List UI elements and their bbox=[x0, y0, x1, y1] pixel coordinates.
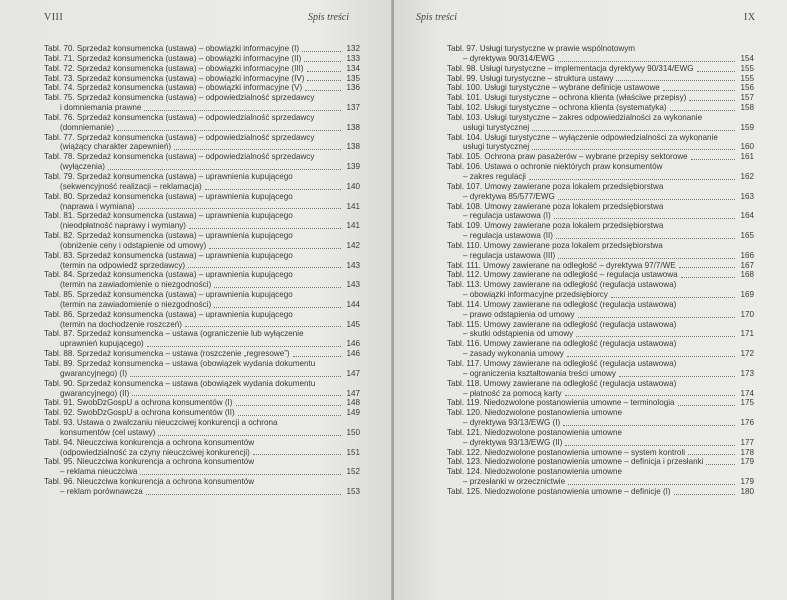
toc-entry bbox=[447, 103, 754, 113]
toc-entry-title: Tabl. 101. Usługi turystyczne – ochrona klienta (właściwe przepisy) bbox=[447, 93, 687, 103]
toc-entry-title-continued: usługi turystycznej bbox=[463, 122, 530, 132]
toc-leader-dots bbox=[138, 208, 341, 209]
toc-leader-dots bbox=[558, 61, 735, 62]
toc-leader-dots bbox=[616, 80, 735, 81]
left-running-title: Spis treści bbox=[308, 12, 350, 23]
toc-entry-title: Tabl. 103. Usługi turystyczne – zakres odpowiedzialności za wykonanie bbox=[447, 112, 703, 122]
toc-leader-dots bbox=[567, 356, 735, 357]
toc-entry-title-continued: – zasady wykonania umowy bbox=[463, 349, 564, 359]
toc-entry bbox=[44, 349, 360, 359]
toc-entry-title: Tabl. 75. Sprzedaż konsumencka (ustawa) – odpowiedzialność sprzedawcy bbox=[44, 93, 315, 103]
toc-entry bbox=[447, 133, 754, 153]
toc-entry bbox=[44, 44, 360, 54]
toc-page-number: 138 bbox=[346, 122, 360, 132]
toc-entry-title: Tabl. 102. Usługi turystyczne – ochrona klienta (systematyka) bbox=[447, 103, 667, 113]
toc-leader-dots bbox=[307, 80, 341, 81]
left-page-number: VIII bbox=[44, 12, 64, 23]
toc-entry-title: Tabl. 82. Sprzedaż konsumencka (ustawa) – uprawnienia kupującego bbox=[44, 231, 293, 241]
toc-entry-title-continued: uprawnień kupującego) bbox=[60, 339, 144, 349]
toc-leader-dots bbox=[568, 484, 735, 485]
toc-leader-dots bbox=[214, 287, 341, 288]
toc-entry-title: Tabl. 93. Ustawa o zwalczaniu nieuczciwej konkurencji a ochrona bbox=[44, 418, 278, 428]
toc-entry-title: Tabl. 109. Umowy zawierane poza lokalem przedsiębiorstwa bbox=[447, 221, 664, 231]
toc-entry bbox=[44, 192, 360, 212]
toc-entry-title-continued: – reklama nieuczciwa bbox=[60, 467, 138, 477]
toc-page-number: 158 bbox=[740, 103, 754, 113]
toc-entry-title-continued: (naprawa i wymiana) bbox=[60, 201, 135, 211]
toc-entry-title: Tabl. 78. Sprzedaż konsumencka (ustawa) – odpowiedzialność sprzedawcy bbox=[44, 152, 315, 162]
left-page bbox=[0, 0, 392, 600]
toc-entry-title: Tabl. 104. Usługi turystyczne – wyłączenie odpowiedzialności za wykonanie bbox=[447, 132, 718, 142]
toc-entry-title: Tabl. 76. Sprzedaż konsumencka (ustawa) – odpowiedzialność sprzedawcy bbox=[44, 112, 315, 122]
toc-entry-title-continued: – regulacja ustawowa (I) bbox=[463, 211, 551, 221]
toc-page-number: 176 bbox=[740, 418, 754, 428]
toc-entry bbox=[44, 251, 360, 271]
toc-entry bbox=[44, 408, 360, 418]
toc-page-number: 133 bbox=[346, 53, 360, 63]
toc-page-number: 168 bbox=[740, 270, 754, 280]
toc-leader-dots bbox=[158, 435, 341, 436]
toc-entry-title-continued: (termin na zawiadomienie o niezgodności) bbox=[60, 280, 212, 290]
toc-page-number: 146 bbox=[346, 339, 360, 349]
toc-page-number: 149 bbox=[346, 408, 360, 418]
toc-entry-title: Tabl. 70. Sprzedaż konsumencka (ustawa) – obowiązki informacyjne (I) bbox=[44, 44, 300, 53]
toc-page-number: 156 bbox=[740, 83, 754, 93]
toc-entry bbox=[447, 300, 754, 320]
toc-entry bbox=[447, 379, 754, 399]
toc-entry bbox=[447, 320, 754, 340]
toc-page-number: 177 bbox=[740, 437, 754, 447]
toc-entry-title: Tabl. 105. Ochrona praw pasażerów – wybrane przepisy sektorowe bbox=[447, 152, 688, 162]
toc-entry bbox=[44, 54, 360, 64]
toc-entry-title: Tabl. 97. Usługi turystyczne w prawie wspólnotowym bbox=[447, 44, 636, 53]
toc-entry-title: Tabl. 90. Sprzedaż konsumencka – ustawa (obowiązek wydania dokumentu bbox=[44, 378, 316, 388]
toc-page-number: 157 bbox=[740, 93, 754, 103]
toc-entry-title: Tabl. 100. Usługi turystyczne – wybrane definicje ustawowe bbox=[447, 83, 660, 93]
toc-page-number: 138 bbox=[346, 142, 360, 152]
toc-leader-dots bbox=[140, 474, 341, 475]
toc-entry-title: Tabl. 124. Niedozwolone postanowienia umowne bbox=[447, 467, 623, 477]
toc-entry bbox=[44, 231, 360, 251]
toc-page-number: 164 bbox=[740, 211, 754, 221]
toc-entry-title-continued: (termin na dochodzenie roszczeń) bbox=[60, 319, 182, 329]
toc-entry bbox=[447, 93, 754, 103]
toc-entry-title: Tabl. 87. Sprzedaż konsumencka – ustawa (ograniczenie lub wyłączenie bbox=[44, 329, 304, 339]
toc-leader-dots bbox=[174, 149, 341, 150]
toc-entry-title-continued: – regulacja ustawowa (II) bbox=[463, 231, 553, 241]
toc-entry bbox=[44, 152, 360, 172]
toc-page-number: 150 bbox=[346, 427, 360, 437]
toc-page-number: 140 bbox=[346, 181, 360, 191]
toc-entry-title: Tabl. 84. Sprzedaż konsumencka (ustawa) – uprawnienia kupującego bbox=[44, 270, 293, 280]
toc-entry-title: Tabl. 119. Niedozwolone postanowienia umowne – terminologia bbox=[447, 398, 675, 408]
toc-page-number: 144 bbox=[346, 299, 360, 309]
toc-page-number: 155 bbox=[740, 73, 754, 83]
toc-entry-title-continued: – płatność za pomocą karty bbox=[463, 388, 562, 398]
toc-page-number: 179 bbox=[740, 457, 754, 467]
toc-leader-dots bbox=[117, 130, 341, 131]
toc-leader-dots bbox=[578, 317, 735, 318]
toc-leader-dots bbox=[691, 159, 735, 160]
toc-entry-title: Tabl. 125. Niedozwolone postanowienia umowne – definicje (I) bbox=[447, 486, 671, 496]
toc-page-number: 134 bbox=[346, 63, 360, 73]
toc-entry-title-continued: – dyrektywa 93/13/EWG (I) bbox=[463, 418, 561, 428]
toc-leader-dots bbox=[532, 130, 735, 131]
toc-entry-title-continued: (nieodpłatność naprawy i wymiany) bbox=[60, 221, 186, 231]
toc-leader-dots bbox=[214, 307, 341, 308]
toc-entry bbox=[447, 44, 754, 64]
toc-entry-title: Tabl. 77. Sprzedaż konsumencka (ustawa) – odpowiedzialność sprzedawcy bbox=[44, 132, 315, 142]
toc-leader-dots bbox=[146, 494, 341, 495]
toc-entry bbox=[447, 408, 754, 428]
toc-entry-title-continued: – reklam porównawcza bbox=[60, 486, 143, 496]
toc-entry-title: Tabl. 111. Umowy zawierane na odległość – dyrektywa 97/7/WE bbox=[447, 260, 676, 270]
toc-entry-title: Tabl. 113. Umowy zawierane na odległość (regulacja ustawowa) bbox=[447, 280, 677, 290]
toc-page-number: 153 bbox=[346, 486, 360, 496]
toc-entry-title: Tabl. 118. Umowy zawierane na odległość (regulacja ustawowa) bbox=[447, 378, 677, 388]
toc-page-number: 180 bbox=[740, 486, 754, 496]
toc-entry bbox=[447, 457, 754, 467]
right-page bbox=[394, 0, 787, 600]
toc-page-number: 154 bbox=[740, 53, 754, 63]
toc-page-number: 152 bbox=[346, 467, 360, 477]
toc-entry bbox=[44, 438, 360, 458]
toc-entry-title: Tabl. 121. Niedozwolone postanowienia umowne bbox=[447, 427, 623, 437]
toc-entry bbox=[447, 280, 754, 300]
toc-entry bbox=[44, 83, 360, 93]
toc-page-number: 143 bbox=[346, 280, 360, 290]
toc-page-number: 166 bbox=[740, 250, 754, 260]
toc-leader-dots bbox=[209, 248, 341, 249]
toc-entry-title-continued: i domniemania prawne bbox=[60, 103, 142, 113]
toc-page-number: 155 bbox=[740, 63, 754, 73]
toc-page-number: 162 bbox=[740, 171, 754, 181]
toc-entry-title: Tabl. 116. Umowy zawierane na odległość (regulacja ustawowa) bbox=[447, 339, 677, 349]
toc-entry-title: Tabl. 114. Umowy zawierane na odległość (regulacja ustawowa) bbox=[447, 299, 677, 309]
toc-leader-dots bbox=[144, 110, 341, 111]
toc-page-number: 141 bbox=[346, 221, 360, 231]
toc-leader-dots bbox=[205, 189, 341, 190]
toc-leader-dots bbox=[619, 376, 735, 377]
toc-entry-title: Tabl. 80. Sprzedaż konsumencka (ustawa) – uprawnienia kupującego bbox=[44, 191, 293, 201]
toc-entry bbox=[44, 172, 360, 192]
toc-leader-dots bbox=[681, 277, 735, 278]
toc-entry-title-continued: – ograniczenia kształtowania treści umowy bbox=[463, 368, 616, 378]
toc-leader-dots bbox=[565, 445, 735, 446]
toc-entry-title-continued: konsumentów (cel ustawy) bbox=[60, 427, 156, 437]
toc-leader-dots bbox=[108, 169, 341, 170]
toc-entry-title-continued: gwarancyjnego) (II) bbox=[60, 388, 130, 398]
toc-entry-title-continued: (wiążący charakter zapewnień) bbox=[60, 142, 172, 152]
toc-leader-dots bbox=[238, 415, 341, 416]
toc-page-number: 137 bbox=[346, 103, 360, 113]
toc-leader-dots bbox=[188, 267, 341, 268]
toc-entry bbox=[447, 83, 754, 93]
toc-entry-title-continued: (termin na zawiadomienie o niezgodności) bbox=[60, 299, 212, 309]
toc-entry-title: Tabl. 88. Sprzedaż konsumencka – ustawa (roszczenie „regresowe”) bbox=[44, 349, 290, 359]
toc-entry-title: Tabl. 92. SwobDzGospU a ochrona konsumentów (II) bbox=[44, 408, 235, 418]
toc-leader-dots bbox=[558, 258, 735, 259]
toc-entry-title: Tabl. 74. Sprzedaż konsumencka (ustawa) – obowiązki informacyjne (V) bbox=[44, 83, 303, 93]
toc-entry-title: Tabl. 71. Sprzedaż konsumencka (ustawa) – obowiązki informacyjne (II) bbox=[44, 53, 302, 63]
toc-leader-dots bbox=[565, 395, 735, 396]
toc-leader-dots bbox=[532, 149, 735, 150]
toc-page-number: 173 bbox=[740, 368, 754, 378]
toc-entry bbox=[44, 74, 360, 84]
toc-entry bbox=[44, 477, 360, 497]
toc-page-number: 174 bbox=[740, 388, 754, 398]
toc-entry bbox=[447, 162, 754, 182]
toc-entry bbox=[447, 64, 754, 74]
toc-page-number: 170 bbox=[740, 309, 754, 319]
toc-entry-title: Tabl. 96. Nieuczciwa konkurencja a ochrona konsumentów bbox=[44, 477, 255, 487]
toc-page-number: 132 bbox=[346, 44, 360, 53]
toc-leader-dots bbox=[189, 228, 341, 229]
toc-entry-title: Tabl. 81. Sprzedaż konsumencka (ustawa) – uprawnienia kupującego bbox=[44, 211, 293, 221]
toc-entry-title-continued: – dyrektywa 93/13/EWG (II) bbox=[463, 437, 563, 447]
toc-entry-title: Tabl. 95. Nieuczciwa konkurencja a ochrona konsumentów bbox=[44, 457, 255, 467]
toc-leader-dots bbox=[688, 454, 735, 455]
toc-entry bbox=[44, 329, 360, 349]
toc-page-number: 147 bbox=[346, 368, 360, 378]
toc-leader-dots bbox=[697, 71, 735, 72]
toc-leader-dots bbox=[302, 51, 341, 52]
toc-page-number: 175 bbox=[740, 398, 754, 408]
toc-entry bbox=[447, 202, 754, 222]
toc-leader-dots bbox=[147, 346, 341, 347]
toc-page-number: 141 bbox=[346, 201, 360, 211]
toc-leader-dots bbox=[706, 464, 735, 465]
toc-entry bbox=[447, 339, 754, 359]
toc-entry bbox=[447, 241, 754, 261]
toc-leader-dots bbox=[576, 336, 735, 337]
toc-entry-title: Tabl. 94. Nieuczciwa konkurencja a ochrona konsumentów bbox=[44, 437, 255, 447]
toc-entry bbox=[44, 310, 360, 330]
toc-entry bbox=[44, 379, 360, 399]
toc-entry-title: Tabl. 110. Umowy zawierane poza lokalem przedsiębiorstwa bbox=[447, 240, 663, 250]
toc-leader-dots bbox=[663, 90, 735, 91]
toc-entry bbox=[44, 398, 360, 408]
toc-page-number: 146 bbox=[346, 349, 360, 359]
toc-entry bbox=[44, 64, 360, 74]
toc-page-number: 171 bbox=[740, 329, 754, 339]
toc-entry bbox=[44, 290, 360, 310]
toc-entry-title: Tabl. 122. Niedozwolone postanowienia umowne – system kontroli bbox=[447, 447, 685, 457]
toc-page-number: 136 bbox=[346, 83, 360, 93]
toc-entry bbox=[447, 467, 754, 487]
toc-entry-title: Tabl. 106. Ustawa o ochronie niektórych praw konsumentów bbox=[447, 162, 663, 172]
toc-leader-dots bbox=[611, 297, 735, 298]
toc-entry-title: Tabl. 89. Sprzedaż konsumencka – ustawa (obowiązek wydania dokumentu bbox=[44, 359, 316, 368]
toc-page-number: 143 bbox=[346, 260, 360, 270]
toc-entry-title-continued: (wyłączenia) bbox=[60, 162, 105, 172]
right-page-number: IX bbox=[744, 12, 756, 23]
toc-entry-title-continued: (odpowiedzialność za czyny nieuczciwej konkurencji) bbox=[60, 447, 250, 457]
toc-leader-dots bbox=[563, 425, 735, 426]
toc-page-number: 178 bbox=[740, 447, 754, 457]
toc-entry-title-continued: (obniżenie ceny i odstąpienie od umowy) bbox=[60, 240, 207, 250]
toc-leader-dots bbox=[678, 405, 735, 406]
left-toc-list bbox=[44, 44, 360, 497]
toc-page-number: 165 bbox=[740, 231, 754, 241]
toc-entry bbox=[44, 418, 360, 438]
toc-entry-title: Tabl. 79. Sprzedaż konsumencka (ustawa) – uprawnienia kupującego bbox=[44, 171, 293, 181]
toc-entry-title: Tabl. 117. Umowy zawierane na odległość (regulacja ustawowa) bbox=[447, 359, 677, 368]
toc-entry-title: Tabl. 72. Sprzedaż konsumencka (ustawa) – obowiązki informacyjne (III) bbox=[44, 63, 304, 73]
toc-page-number: 151 bbox=[346, 447, 360, 457]
toc-page-number: 160 bbox=[740, 142, 754, 152]
toc-page-number: 161 bbox=[740, 152, 754, 162]
toc-entry-title-continued: (domniemanie) bbox=[60, 122, 114, 132]
toc-entry-title: Tabl. 73. Sprzedaż konsumencka (ustawa) – obowiązki informacyjne (IV) bbox=[44, 73, 305, 83]
toc-entry-title-continued: – regulacja ustawowa (III) bbox=[463, 250, 556, 260]
toc-leader-dots bbox=[293, 356, 341, 357]
toc-leader-dots bbox=[556, 238, 735, 239]
toc-entry bbox=[44, 359, 360, 379]
toc-page-number: 159 bbox=[740, 122, 754, 132]
toc-entry-title-continued: – przesłanki w orzecznictwie bbox=[463, 477, 566, 487]
toc-leader-dots bbox=[185, 326, 341, 327]
toc-entry bbox=[44, 270, 360, 290]
toc-entry-title-continued: usługi turystycznej bbox=[463, 142, 530, 152]
toc-leader-dots bbox=[304, 61, 341, 62]
toc-entry-title-continued: – dyrektywa 85/577/EWG bbox=[463, 191, 555, 201]
toc-entry-title: Tabl. 115. Umowy zawierane na odległość (regulacja ustawowa) bbox=[447, 319, 677, 329]
toc-page-number: 145 bbox=[346, 319, 360, 329]
toc-entry-title-continued: – zakres regulacji bbox=[463, 171, 526, 181]
toc-entry-title: Tabl. 108. Umowy zawierane poza lokalem przedsiębiorstwa bbox=[447, 201, 664, 211]
toc-entry bbox=[447, 270, 754, 280]
toc-entry-title-continued: – prawo odstąpienia od umowy bbox=[463, 309, 575, 319]
toc-entry-title-continued: – skutki odstąpienia od umowy bbox=[463, 329, 574, 339]
toc-entry-title: Tabl. 86. Sprzedaż konsumencka (ustawa) – uprawnienia kupującego bbox=[44, 309, 293, 319]
toc-entry-title-continued: gwarancyjnego) (I) bbox=[60, 368, 128, 378]
toc-entry-title-continued: (sekwencyjność realizacji – reklamacja) bbox=[60, 181, 202, 191]
toc-entry-title-continued: (termin na odpowiedź sprzedawcy) bbox=[60, 260, 186, 270]
toc-leader-dots bbox=[130, 376, 341, 377]
toc-page-number: 148 bbox=[346, 398, 360, 408]
toc-leader-dots bbox=[529, 179, 735, 180]
toc-page-number: 139 bbox=[346, 162, 360, 172]
toc-entry bbox=[447, 182, 754, 202]
toc-entry-title: Tabl. 120. Niedozwolone postanowienia umowne bbox=[447, 408, 623, 418]
toc-entry bbox=[44, 457, 360, 477]
toc-leader-dots bbox=[554, 218, 735, 219]
toc-leader-dots bbox=[674, 494, 735, 495]
toc-entry-title-continued: – dyrektywa 90/314/EWG bbox=[463, 53, 555, 63]
toc-entry bbox=[447, 359, 754, 379]
toc-entry bbox=[44, 133, 360, 153]
toc-entry-title: Tabl. 85. Sprzedaż konsumencka (ustawa) – uprawnienia kupującego bbox=[44, 290, 293, 300]
toc-entry-title: Tabl. 123. Niedozwolone postanowienia umowne – definicja i przesłanki bbox=[447, 457, 704, 467]
toc-leader-dots bbox=[305, 90, 341, 91]
toc-entry bbox=[44, 211, 360, 231]
toc-entry bbox=[44, 93, 360, 113]
toc-entry bbox=[447, 487, 754, 497]
toc-page-number: 167 bbox=[740, 260, 754, 270]
toc-entry bbox=[447, 74, 754, 84]
toc-entry-title: Tabl. 98. Usługi turystyczne – implementacja dyrektywy 90/314/EWG bbox=[447, 63, 694, 73]
toc-page-number: 172 bbox=[740, 349, 754, 359]
toc-leader-dots bbox=[558, 199, 735, 200]
toc-entry-title: Tabl. 83. Sprzedaż konsumencka (ustawa) – uprawnienia kupującego bbox=[44, 250, 293, 260]
toc-page-number: 147 bbox=[346, 388, 360, 398]
toc-entry bbox=[447, 113, 754, 133]
toc-entry bbox=[447, 428, 754, 448]
toc-entry bbox=[447, 221, 754, 241]
toc-entry bbox=[447, 448, 754, 458]
right-toc-list bbox=[447, 44, 754, 497]
toc-leader-dots bbox=[689, 100, 735, 101]
toc-page-number: 142 bbox=[346, 240, 360, 250]
toc-entry-title: Tabl. 107. Umowy zawierane poza lokalem przedsiębiorstwa bbox=[447, 181, 664, 191]
toc-entry bbox=[44, 113, 360, 133]
toc-entry bbox=[447, 152, 754, 162]
toc-entry bbox=[447, 398, 754, 408]
toc-leader-dots bbox=[132, 395, 341, 396]
toc-page-number: 163 bbox=[740, 191, 754, 201]
toc-entry-title: Tabl. 91. SwobDzGospU a ochrona konsumentów (I) bbox=[44, 398, 233, 408]
toc-entry-title: Tabl. 99. Usługi turystyczne – struktura ustawy bbox=[447, 73, 614, 83]
toc-page-number: 169 bbox=[740, 290, 754, 300]
toc-leader-dots bbox=[307, 71, 341, 72]
toc-leader-dots bbox=[670, 110, 735, 111]
toc-entry-title-continued: – obowiązki informacyjne przedsiębiorcy bbox=[463, 290, 608, 300]
toc-leader-dots bbox=[679, 267, 735, 268]
right-running-title: Spis treści bbox=[416, 12, 458, 23]
toc-entry bbox=[447, 261, 754, 271]
toc-page-number: 135 bbox=[346, 73, 360, 83]
toc-page-number: 179 bbox=[740, 477, 754, 487]
toc-leader-dots bbox=[253, 454, 341, 455]
toc-leader-dots bbox=[236, 405, 342, 406]
toc-entry-title: Tabl. 112. Umowy zawierane na odległość – regulacja ustawowa bbox=[447, 270, 678, 280]
